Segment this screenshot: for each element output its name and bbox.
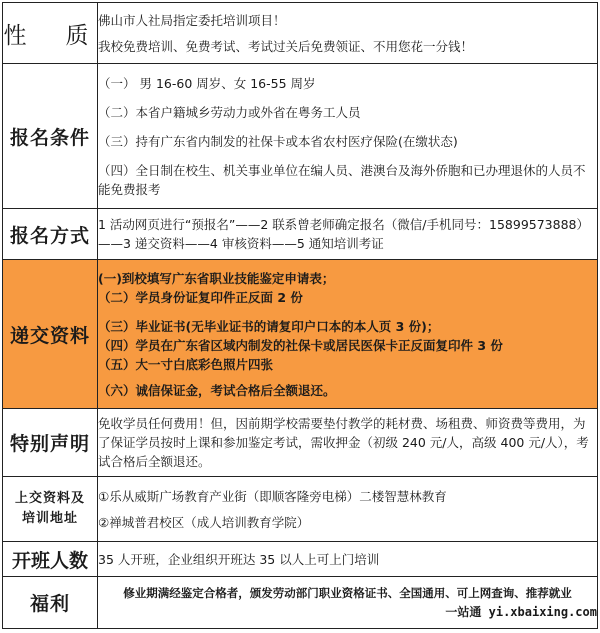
content-benefit xyxy=(98,577,598,629)
row-materials xyxy=(3,260,598,409)
content-materials xyxy=(98,260,598,409)
material-item-4: （四）学员在广东省区域内制发的社保卡或居民医保卡正反面复印件 3 份 xyxy=(98,337,503,353)
condition-item-4: （四）全日制在校生、机关事业单位在编人员、港澳台及海外侨胞和已办理退休的人员不能免费报考 xyxy=(98,162,586,197)
material-item-5: （五）大一寸白底彩色照片四张 xyxy=(98,356,274,372)
benefit-text: 修业期满经鉴定合格者，颁发劳动部门职业资格证书、全国通用、可上网查询、推荐就业 xyxy=(123,585,572,600)
label-materials: 递交资料 xyxy=(3,260,98,409)
content-statement: 免收学员任何费用！但，因前期学校需要垫付教学的耗材费、场租费、师资费等费用，为了保证学员按时上课和参加鉴定考试，需收押金（初级 240 元/人，高级 400 元/人），考试合格后全额退还。 xyxy=(98,409,598,477)
material-item-6: （六）诚信保证金，考试合格后全额退还。 xyxy=(98,382,336,398)
content-class: 35 人开班，企业组织开班达 35 以人上可上门培训 xyxy=(98,542,598,577)
content-address xyxy=(98,477,598,542)
label-address xyxy=(3,477,98,542)
content-nature xyxy=(98,3,598,64)
address-item-2: ②禅城普君校区（成人培训教育学院） xyxy=(98,514,310,530)
info-table xyxy=(2,2,598,629)
nature-line-1: 佛山市人社局指定委托培训项目！ xyxy=(98,12,286,28)
row-nature xyxy=(3,3,598,64)
row-method xyxy=(3,209,598,260)
label-class: 开班人数 xyxy=(3,542,98,577)
label-conditions: 报名条件 xyxy=(3,64,98,209)
content-method: 1 活动网页进行“预报名”——2 联系曾老师确定报名（微信/手机同号：15899573888）——3 递交资料——4 审核资料——5 通知培训考证 xyxy=(98,209,598,260)
label-statement: 特别声明 xyxy=(3,409,98,477)
condition-item-2: （二）本省户籍城乡劳动力或外省在粤务工人员 xyxy=(98,104,361,120)
material-item-2: （二）学员身份证复印件正反面 2 份 xyxy=(98,289,303,305)
row-class xyxy=(3,542,598,577)
nature-line-2: 我校免费培训、免费考试、考试过关后免费领证、不用您花一分钱！ xyxy=(98,38,474,54)
material-item-1: (一)到校填写广东省职业技能鉴定申请表； xyxy=(98,270,335,286)
label-address-line-2: 培训地址 xyxy=(21,511,78,526)
label-nature: 性 质 xyxy=(3,3,98,64)
row-conditions xyxy=(3,64,598,209)
row-benefit xyxy=(3,577,598,629)
row-address xyxy=(3,477,598,542)
label-address-line-1: 上交资料及 xyxy=(14,491,85,506)
condition-item-1: （一） 男 16-60 周岁、女 16-55 周岁 xyxy=(98,75,316,91)
content-conditions xyxy=(98,64,598,209)
row-statement xyxy=(3,409,598,477)
address-item-1: ①乐从威斯广场教育产业街（即顺客隆旁电梯）二楼智慧林教育 xyxy=(98,488,447,504)
label-method: 报名方式 xyxy=(3,209,98,260)
label-benefit: 福利 xyxy=(3,577,98,629)
material-item-3: （三）毕业证书(无毕业证书的请复印户口本的本人页 3 份)； xyxy=(98,318,440,334)
condition-item-3: （三）持有广东省内制发的社保卡或本省农村医疗保险(在缴状态) xyxy=(98,133,458,149)
watermark-text: 一站通 yi.xbaixing.com xyxy=(445,604,597,619)
